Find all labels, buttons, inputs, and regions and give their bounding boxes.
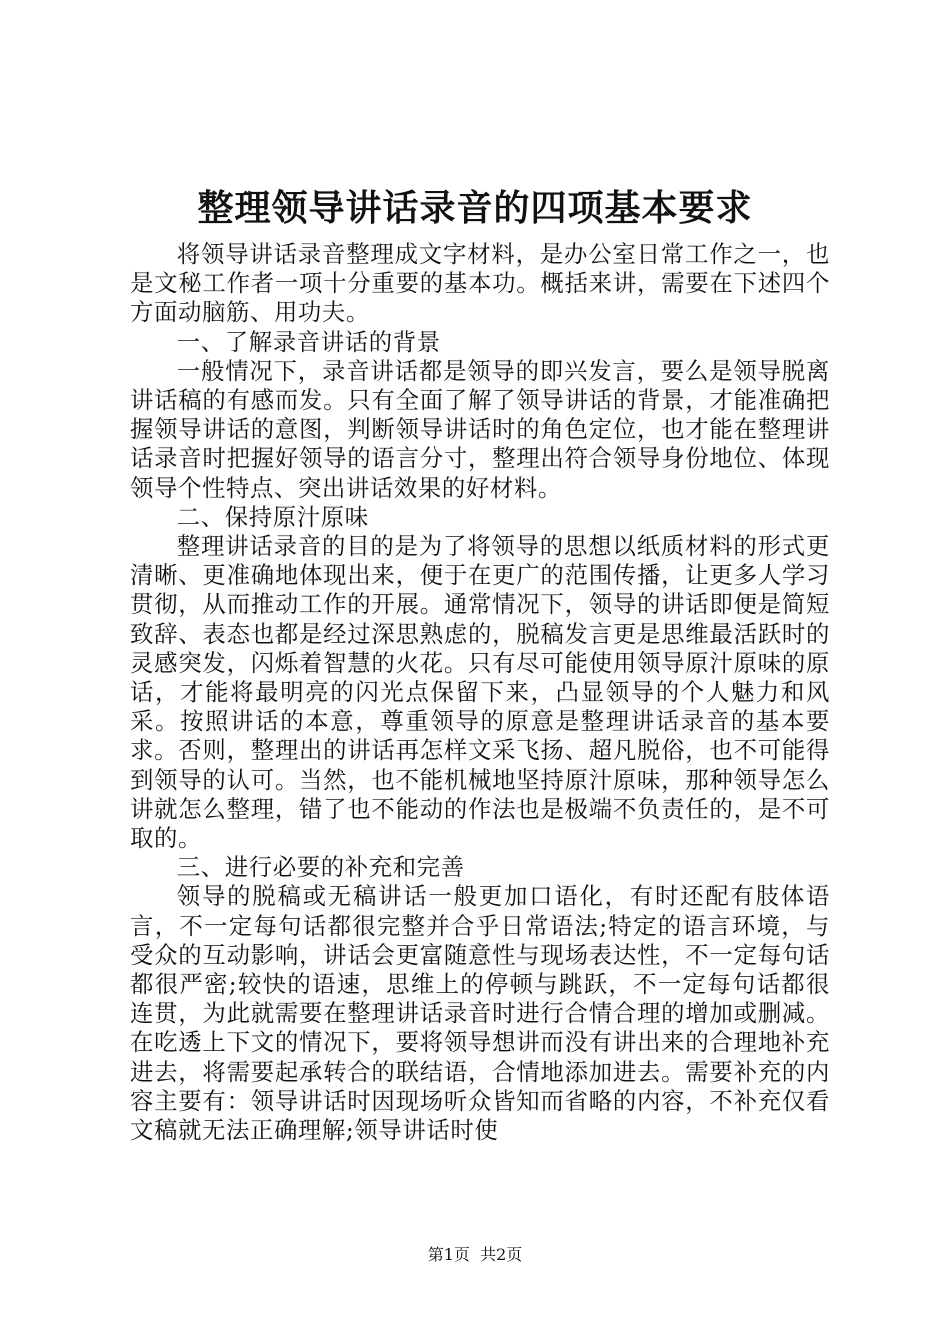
section-paragraph-3: 领导的脱稿或无稿讲话一般更加口语化，有时还配有肢体语言，不一定每句话都很完整并合乎日常语法;特定的语言环境，与受众的互动影响，讲话会更富随意性与现场表达性，不一定每句话都很严密;较快的语速，思维上的停顿与跳跃，不一定每句话都很连贯，为此就需要在整理讲话录音时进行合情合理的增加或删减。在吃透上下文的情况下，要将领导想讲而没有讲出来的合理地补充进去，将需要起承转合的联结语，合情地添加进去。需要补充的内容主要有：领导讲话时因现场听众皆知而省略的内容，不补充仅看文稿就无法正确理解;领导讲话时使 xyxy=(130,882,830,1145)
document-body xyxy=(130,240,830,1145)
page-footer xyxy=(0,1244,950,1266)
section-heading-1: 一、了解录音讲话的背景 xyxy=(176,327,441,356)
page-number: 第1页 xyxy=(427,1245,470,1264)
section-heading-2: 二、保持原汁原味 xyxy=(176,502,369,531)
section-heading-3: 三、进行必要的补充和完善 xyxy=(176,853,465,882)
document-title: 整理领导讲话录音的四项基本要求 xyxy=(197,187,753,229)
page-total: 共2页 xyxy=(480,1245,523,1264)
intro-paragraph: 将领导讲话录音整理成文字材料，是办公室日常工作之一，也是文秘工作者一项十分重要的基本功。概括来讲，需要在下述四个方面动脑筋、用功夫。 xyxy=(130,240,830,327)
section-paragraph-1: 一般情况下，录音讲话都是领导的即兴发言，要么是领导脱离讲话稿的有感而发。只有全面了解了领导讲话的背景，才能准确把握领导讲话的意图，判断领导讲话时的角色定位，也才能在整理讲话录音时把握好领导的语言分寸，整理出符合领导身份地位、体现领导个性特点、突出讲话效果的好材料。 xyxy=(130,356,830,502)
section-paragraph-2: 整理讲话录音的目的是为了将领导的思想以纸质材料的形式更清晰、更准确地体现出来，便于在更广的范围传播，让更多人学习贯彻，从而推动工作的开展。通常情况下，领导的讲话即便是简短致辞、表态也都是经过深思熟虑的，脱稿发言更是思维最活跃时的灵感突发，闪烁着智慧的火花。只有尽可能使用领导原汁原味的原话，才能将最明亮的闪光点保留下来，凸显领导的个人魅力和风采。按照讲话的本意，尊重领导的原意是整理讲话录音的基本要求。否则，整理出的讲话再怎样文采飞扬、超凡脱俗，也不可能得到领导的认可。当然，也不能机械地坚持原汁原味，那种领导怎么讲就怎么整理，错了也不能动的作法也是极端不负责任的，是不可取的。 xyxy=(130,532,830,853)
